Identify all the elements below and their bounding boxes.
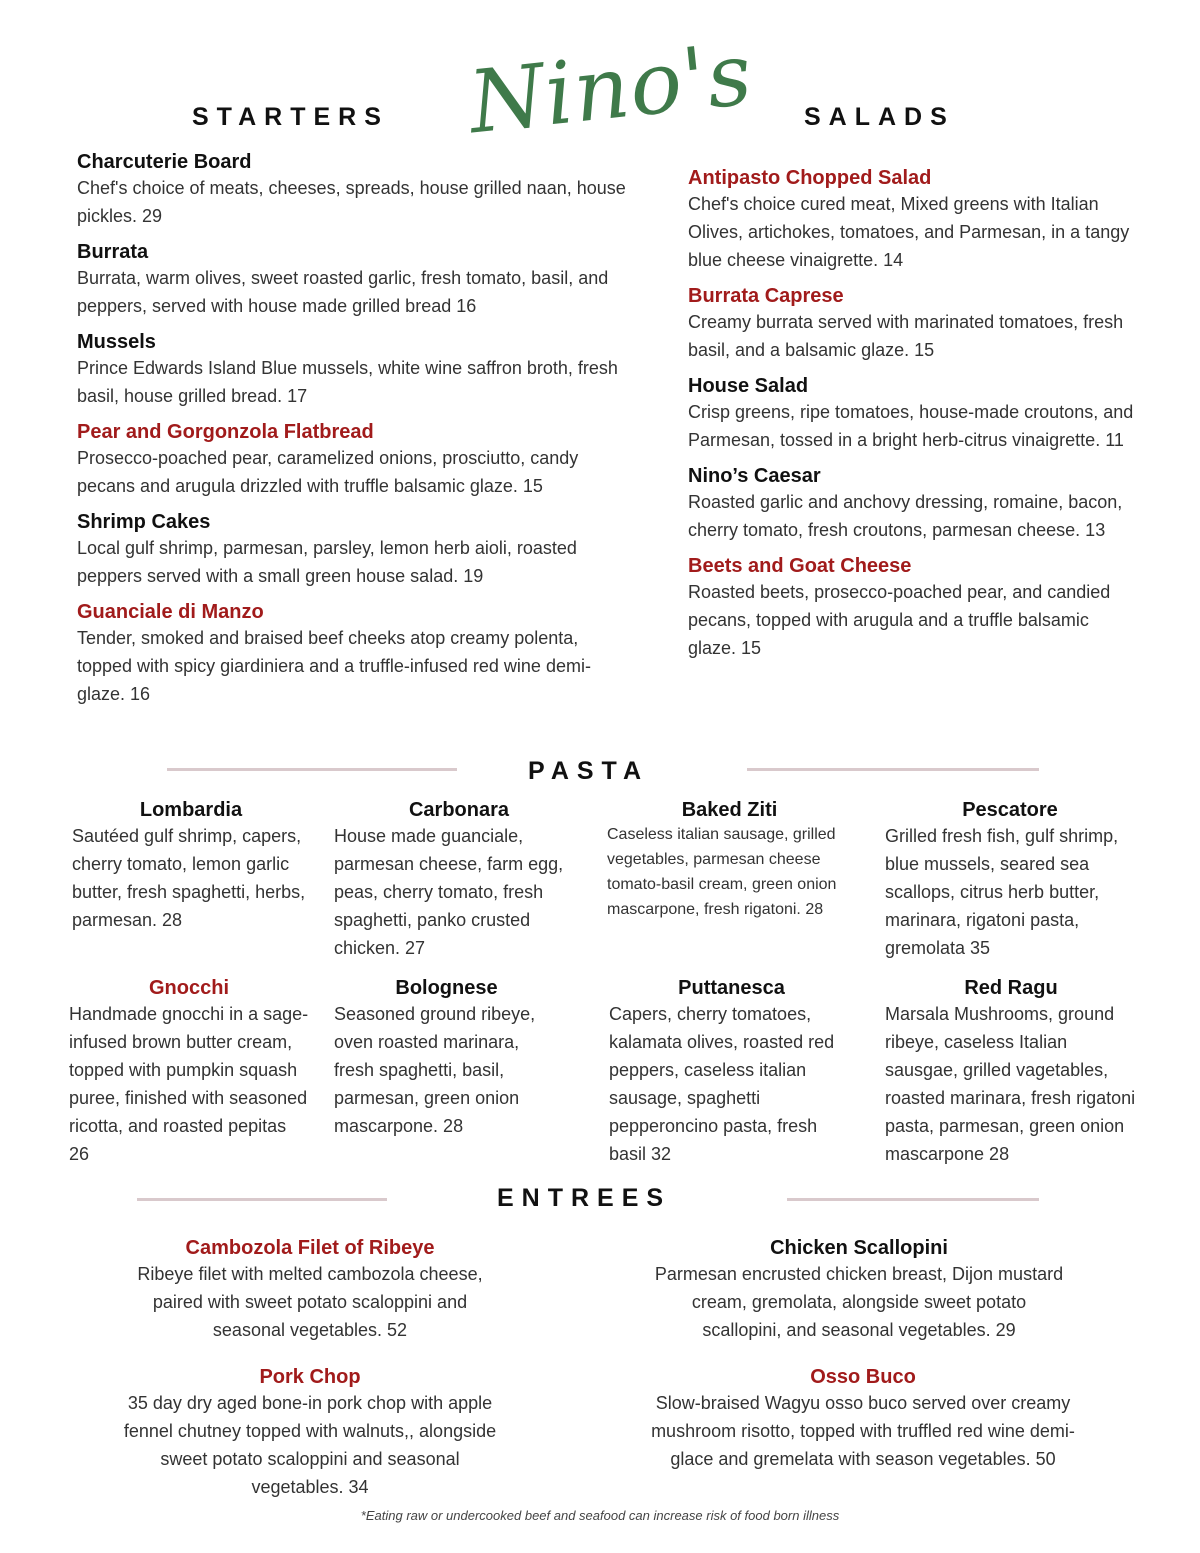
item-description: Slow-braised Wagyu osso buco served over creamy mushroom risotto, topped with truffled red wine demi-glace and gremelata with season vegetables. 50 [651, 1393, 1075, 1469]
menu-item [75, 1365, 545, 1501]
menu-item [885, 976, 1137, 1168]
restaurant-logo: Nino's [464, 24, 758, 154]
item-description: Crisp greens, ripe tomatoes, house-made croutons, and Parmesan, tossed in a bright herb-citrus vinaigrette. 11 [688, 402, 1134, 450]
item-name: Charcuterie Board [77, 151, 252, 173]
menu-item [688, 284, 1138, 364]
item-description: Sautéed gulf shrimp, capers, cherry tomato, lemon garlic butter, fresh spaghetti, herbs, parmesan. 28 [72, 826, 306, 930]
menu-item [688, 464, 1138, 544]
item-description: Prosecco-poached pear, caramelized onions, prosciutto, candy pecans and arugula drizzled with truffle balsamic glaze. 15 [77, 448, 579, 496]
item-name: Antipasto Chopped Salad [688, 167, 932, 189]
menu-item [77, 600, 637, 708]
menu-item [77, 240, 637, 320]
item-description: Chef's choice of meats, cheeses, spreads, house grilled naan, house pickles. 29 [77, 178, 626, 226]
item-name: House Salad [688, 375, 809, 397]
item-name: Beets and Goat Cheese [688, 555, 912, 577]
item-description: Creamy burrata served with marinated tomatoes, fresh basil, and a balsamic glaze. 15 [688, 312, 1124, 360]
item-description: Tender, smoked and braised beef cheeks atop creamy polenta, topped with spicy giardiniera and a truffle-infused red wine demi-glaze. 16 [77, 628, 591, 704]
divider [167, 768, 457, 771]
menu-item [75, 1236, 545, 1344]
item-name: Chicken Scallopini [770, 1237, 948, 1259]
menu-item [77, 150, 637, 230]
item-name: Guanciale di Manzo [77, 601, 264, 623]
item-description: 35 day dry aged bone-in pork chop with apple fennel chutney topped with walnuts,, alongside sweet potato scaloppini and seasonal vegetables. 34 [123, 1393, 497, 1497]
menu-item [77, 420, 637, 500]
salads-list [688, 166, 1138, 672]
item-description: Chef's choice cured meat, Mixed greens with Italian Olives, artichokes, tomatoes, and Parmesan, in a tangy blue cheese vinaigrette. 14 [688, 194, 1130, 270]
item-name: Pork Chop [259, 1366, 361, 1388]
entrees-title: ENTREES [497, 1184, 672, 1212]
item-name: Carbonara [408, 799, 510, 821]
menu-item [72, 798, 310, 934]
item-description: Grilled fresh fish, gulf shrimp, blue mussels, seared sea scallops, citrus herb butter, marinara, rigatoni pasta, gremolata 35 [885, 826, 1119, 958]
item-description: Caseless italian sausage, grilled vegetables, parmesan cheese tomato-basil cream, green onion mascarpone, fresh rigatoni. 28 [607, 826, 837, 918]
item-description: House made guanciale, parmesan cheese, farm egg, peas, cherry tomato, fresh spaghetti, panko crusted chicken. 27 [334, 826, 564, 958]
item-description: Seasoned ground ribeye, oven roasted marinara, fresh spaghetti, basil, parmesan, green onion mascarpone. 28 [334, 1004, 536, 1136]
divider [747, 768, 1039, 771]
menu-item [609, 976, 854, 1168]
pasta-title: PASTA [528, 757, 650, 785]
menu-item [334, 798, 584, 962]
allergen-footnote: *Eating raw or undercooked beef and seafood can increase risk of food born illness [360, 1508, 840, 1523]
item-name: Pear and Gorgonzola Flatbread [77, 421, 374, 443]
starters-list [77, 150, 637, 718]
menu-item [688, 374, 1138, 454]
menu-item [77, 510, 637, 590]
divider [137, 1198, 387, 1201]
item-name: Nino’s Caesar [688, 465, 821, 487]
item-name: Shrimp Cakes [77, 511, 211, 533]
item-name: Puttanesca [678, 977, 785, 999]
item-name: Gnocchi [148, 977, 229, 999]
item-name: Osso Buco [810, 1366, 916, 1388]
menu-item [607, 798, 852, 922]
menu-item [69, 976, 309, 1168]
menu-item [628, 1365, 1098, 1473]
item-description: Capers, cherry tomatoes, kalamata olives, roasted red peppers, caseless italian sausage, spaghetti pepperoncino pasta, fresh basil 32 [609, 1004, 835, 1164]
item-description: Local gulf shrimp, parmesan, parsley, lemon herb aioli, roasted peppers served with a small green house salad. 19 [77, 538, 577, 586]
menu-item [688, 166, 1138, 274]
menu-item [77, 330, 637, 410]
item-description: Handmade gnocchi in a sage-infused brown butter cream, topped with pumpkin squash puree, finished with seasoned ricotta, and roasted pepitas 26 [69, 1004, 309, 1164]
item-description: Prince Edwards Island Blue mussels, white wine saffron broth, fresh basil, house grilled bread. 17 [77, 358, 618, 406]
item-name: Bolognese [395, 977, 498, 999]
menu-item [624, 1236, 1094, 1344]
item-name: Pescatore [962, 799, 1058, 821]
item-name: Red Ragu [964, 977, 1058, 999]
item-name: Burrata [77, 241, 149, 263]
salads-title: SALADS [804, 103, 955, 131]
item-description: Marsala Mushrooms, ground ribeye, caseless Italian sausgae, grilled vagetables, roasted marinara, fresh rigatoni pasta, parmesan, green onion mascarpone 28 [885, 1004, 1136, 1164]
starters-title: STARTERS [192, 103, 389, 131]
item-description: Ribeye filet with melted cambozola cheese, paired with sweet potato scaloppini and seasonal vegetables. 52 [137, 1264, 483, 1340]
divider [787, 1198, 1039, 1201]
item-name: Mussels [77, 331, 156, 353]
item-name: Burrata Caprese [688, 285, 844, 307]
menu-item [334, 976, 559, 1140]
item-name: Cambozola Filet of Ribeye [185, 1237, 435, 1259]
item-description: Roasted beets, prosecco-poached pear, and candied pecans, topped with arugula and a truffle balsamic glaze. 15 [688, 582, 1111, 658]
menu-item [885, 798, 1135, 962]
menu-item [688, 554, 1138, 662]
item-name: Baked Ziti [681, 799, 778, 821]
item-name: Lombardia [139, 799, 243, 821]
item-description: Roasted garlic and anchovy dressing, romaine, bacon, cherry tomato, fresh croutons, parmesan cheese. 13 [688, 492, 1123, 540]
item-description: Parmesan encrusted chicken breast, Dijon mustard cream, gremolata, alongside sweet potato scallopini, and seasonal vegetables. 29 [654, 1264, 1064, 1340]
item-description: Burrata, warm olives, sweet roasted garlic, fresh tomato, basil, and peppers, served with house made grilled bread 16 [77, 268, 609, 316]
